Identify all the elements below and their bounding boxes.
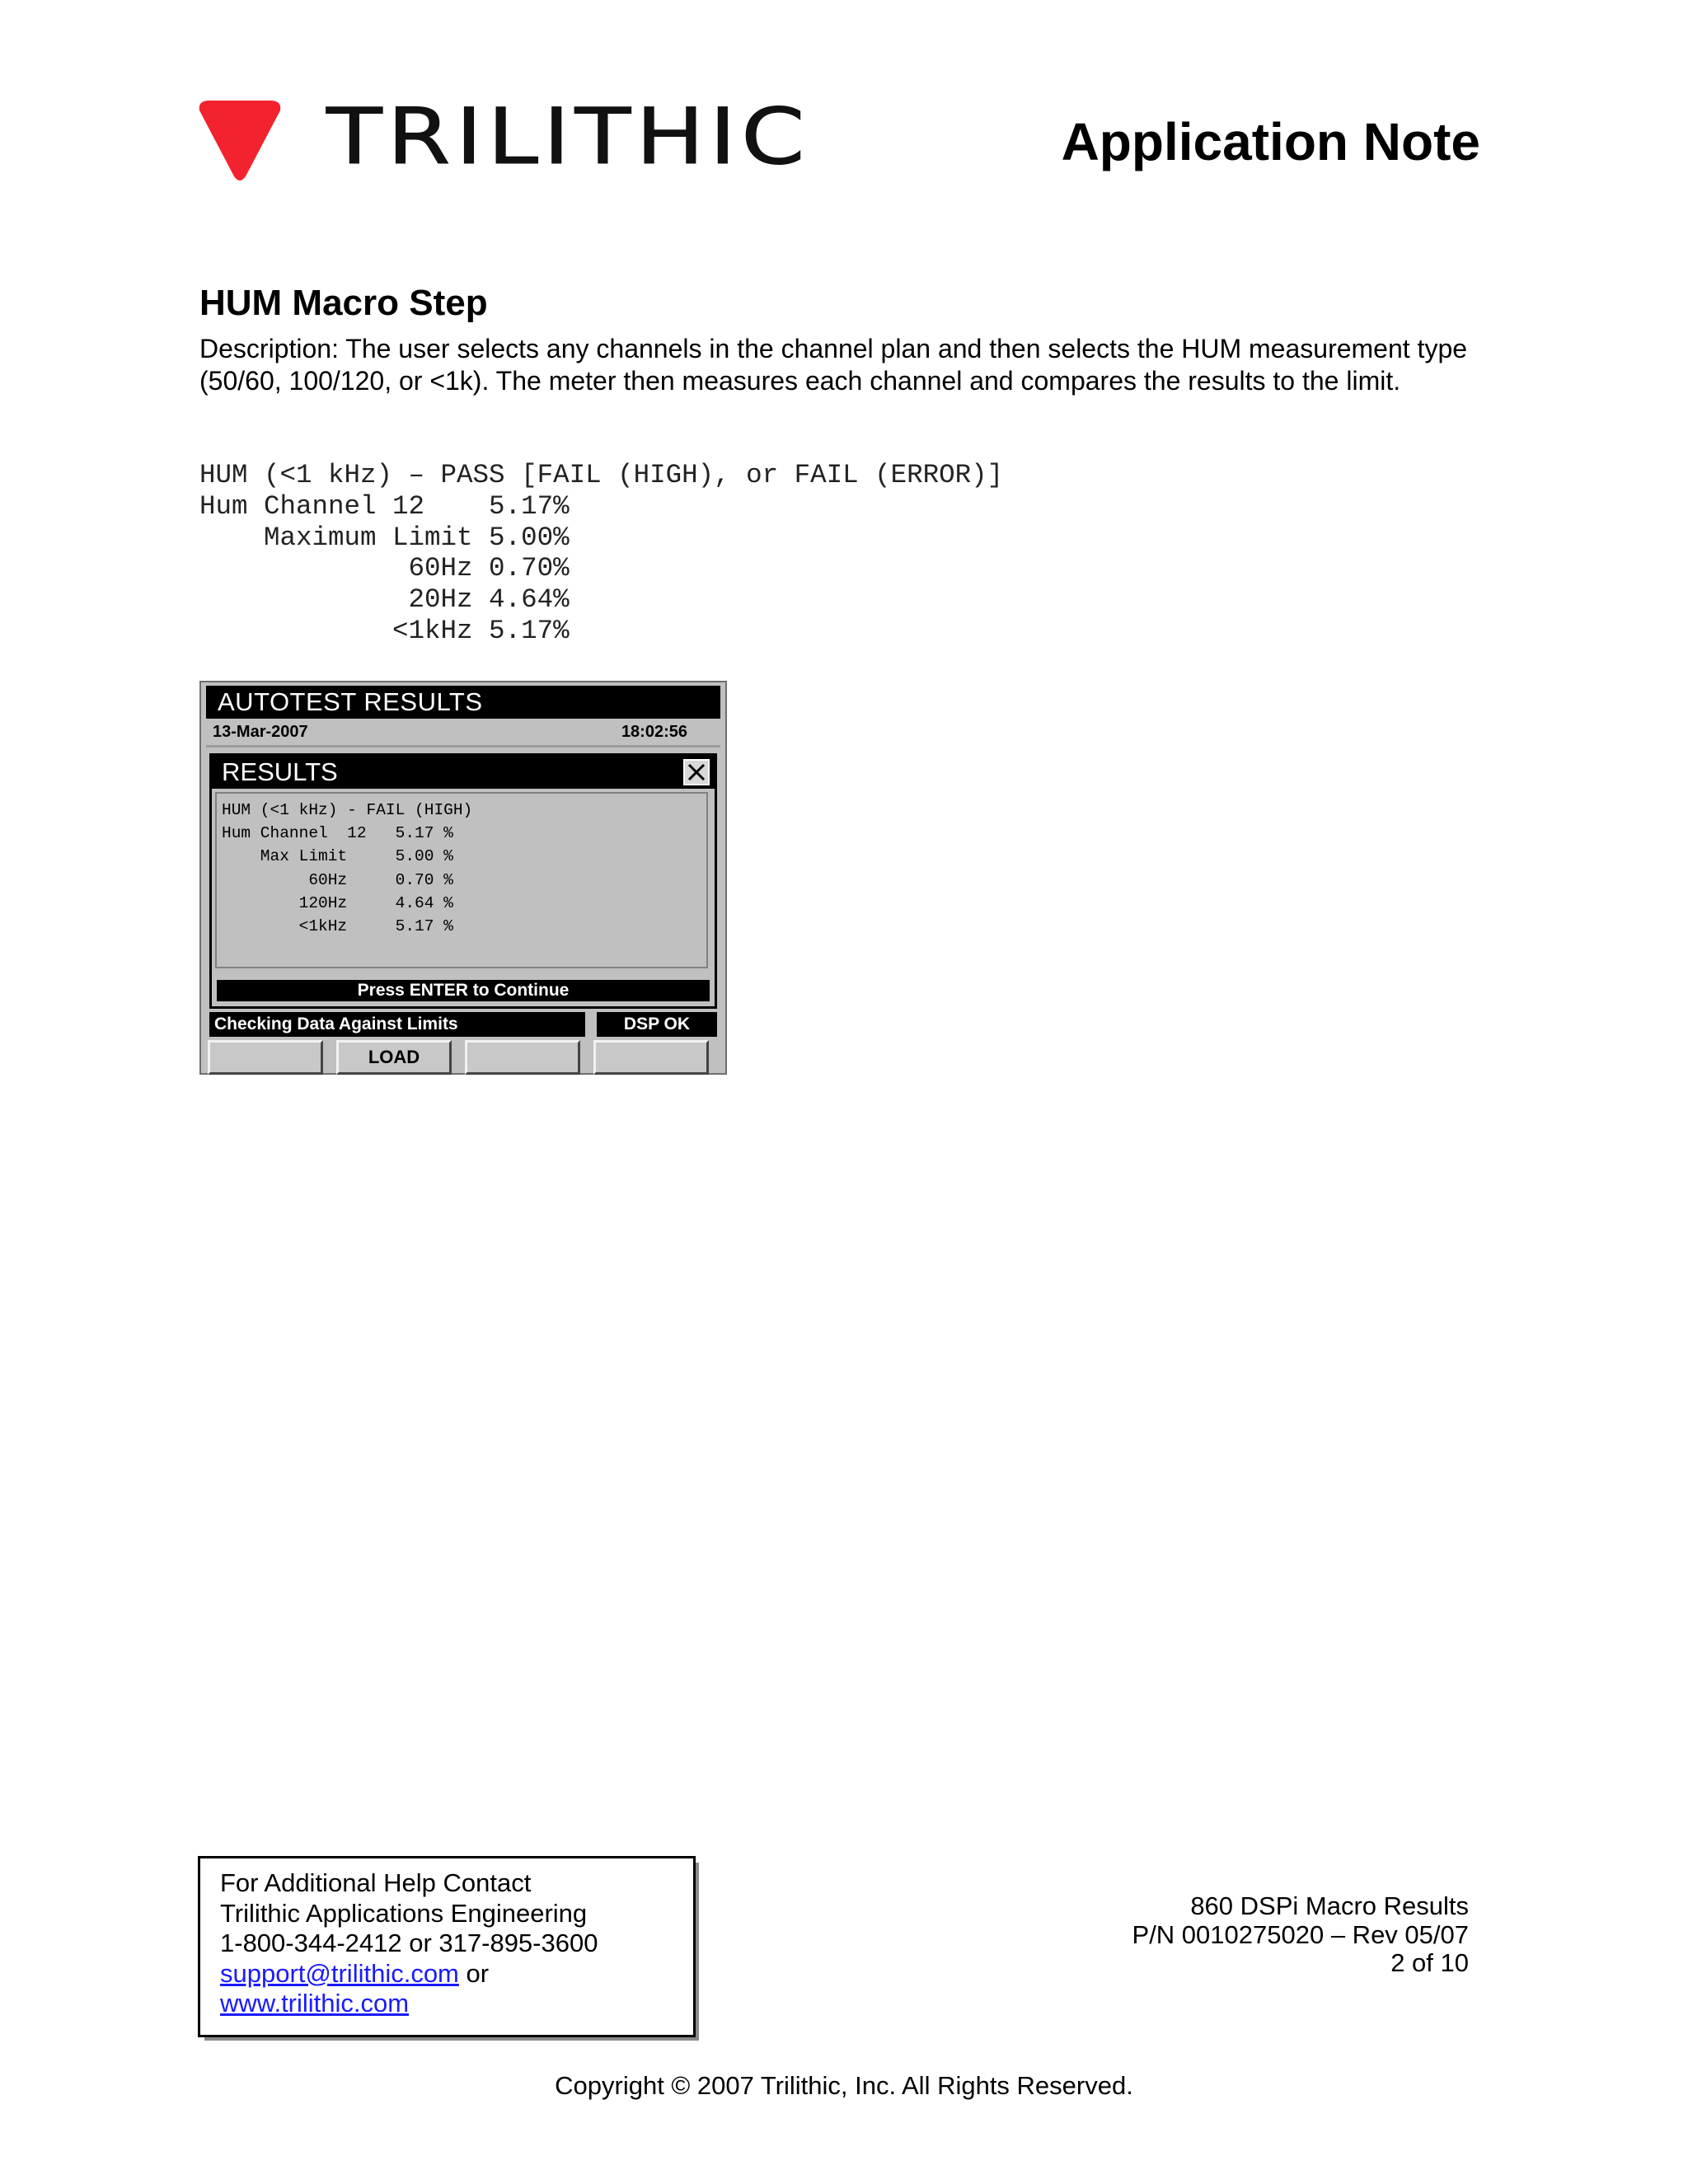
help-contact-box xyxy=(198,1856,696,2037)
code-line: Maximum Limit 5.00% xyxy=(199,522,570,553)
autotest-results-screenshot xyxy=(199,681,727,1075)
support-email-link[interactable]: support@trilithic.com xyxy=(220,1958,459,1988)
help-line: For Additional Help Contact xyxy=(220,1868,532,1897)
code-line: 60Hz 0.70% xyxy=(199,553,570,584)
results-line: Max Limit 5.00 % xyxy=(222,847,453,866)
softkey-4[interactable] xyxy=(593,1040,709,1075)
results-line: <1kHz 5.17 % xyxy=(222,917,453,936)
softkey-3[interactable] xyxy=(465,1040,580,1075)
code-line: <1kHz 5.17% xyxy=(199,615,570,646)
continue-prompt: Press ENTER to Continue xyxy=(217,980,710,1001)
device-separator xyxy=(206,745,720,748)
results-text xyxy=(222,799,472,938)
trilithic-logo-icon xyxy=(196,99,284,181)
brand-wordmark: TRILITHIC xyxy=(326,92,810,182)
code-line: HUM (<1 kHz) – PASS [FAIL (HIGH), or FAIL (ERROR)] xyxy=(199,460,1004,490)
results-line: 60Hz 0.70 % xyxy=(222,870,453,889)
section-title: HUM Macro Step xyxy=(199,283,488,323)
results-line: Hum Channel 12 5.17 % xyxy=(222,824,453,843)
softkey-1[interactable] xyxy=(208,1040,323,1075)
part-number: P/N 0010275020 – Rev 05/07 xyxy=(1132,1919,1469,1949)
document-part-info xyxy=(1132,1892,1469,1978)
page-number: 2 of 10 xyxy=(1390,1948,1469,1977)
status-message: Checking Data Against Limits xyxy=(209,1012,585,1037)
device-time: 18:02:56 xyxy=(621,723,687,741)
dsp-status-badge: DSP OK xyxy=(597,1012,717,1037)
section-description: Description: The user selects any channels in the channel plan and then selects the HUM measurement type (50/60, 100/120, or <1k). The meter then measures each channel and compares the results to the limit. xyxy=(199,334,1468,396)
code-line: Hum Channel 12 5.17% xyxy=(199,490,570,522)
sample-output-block xyxy=(199,460,1003,647)
results-line: HUM (<1 kHz) - FAIL (HIGH) xyxy=(222,801,473,819)
close-x-icon[interactable] xyxy=(683,759,710,785)
results-line: 120Hz 4.64 % xyxy=(222,893,453,912)
document-type-heading: Application Note xyxy=(1061,112,1480,171)
product-name: 860 DSPi Macro Results xyxy=(1190,1891,1469,1920)
device-date: 13-Mar-2007 xyxy=(213,723,308,741)
copyright-notice: Copyright © 2007 Trilithic, Inc. All Rights Reserved. xyxy=(555,2071,1133,2100)
help-or: or xyxy=(458,1958,490,1988)
results-body xyxy=(215,792,708,968)
code-line: 20Hz 4.64% xyxy=(199,584,570,616)
results-dialog-title: RESULTS xyxy=(212,756,715,789)
help-line: Trilithic Applications Engineering xyxy=(220,1898,588,1928)
device-title-bar: AUTOTEST RESULTS xyxy=(206,686,720,719)
website-link[interactable]: www.trilithic.com xyxy=(220,1989,410,2018)
results-dialog xyxy=(209,753,717,1009)
softkey-load[interactable]: LOAD xyxy=(336,1040,452,1075)
help-phone: 1-800-344-2412 or 317-895-3600 xyxy=(220,1929,598,1957)
